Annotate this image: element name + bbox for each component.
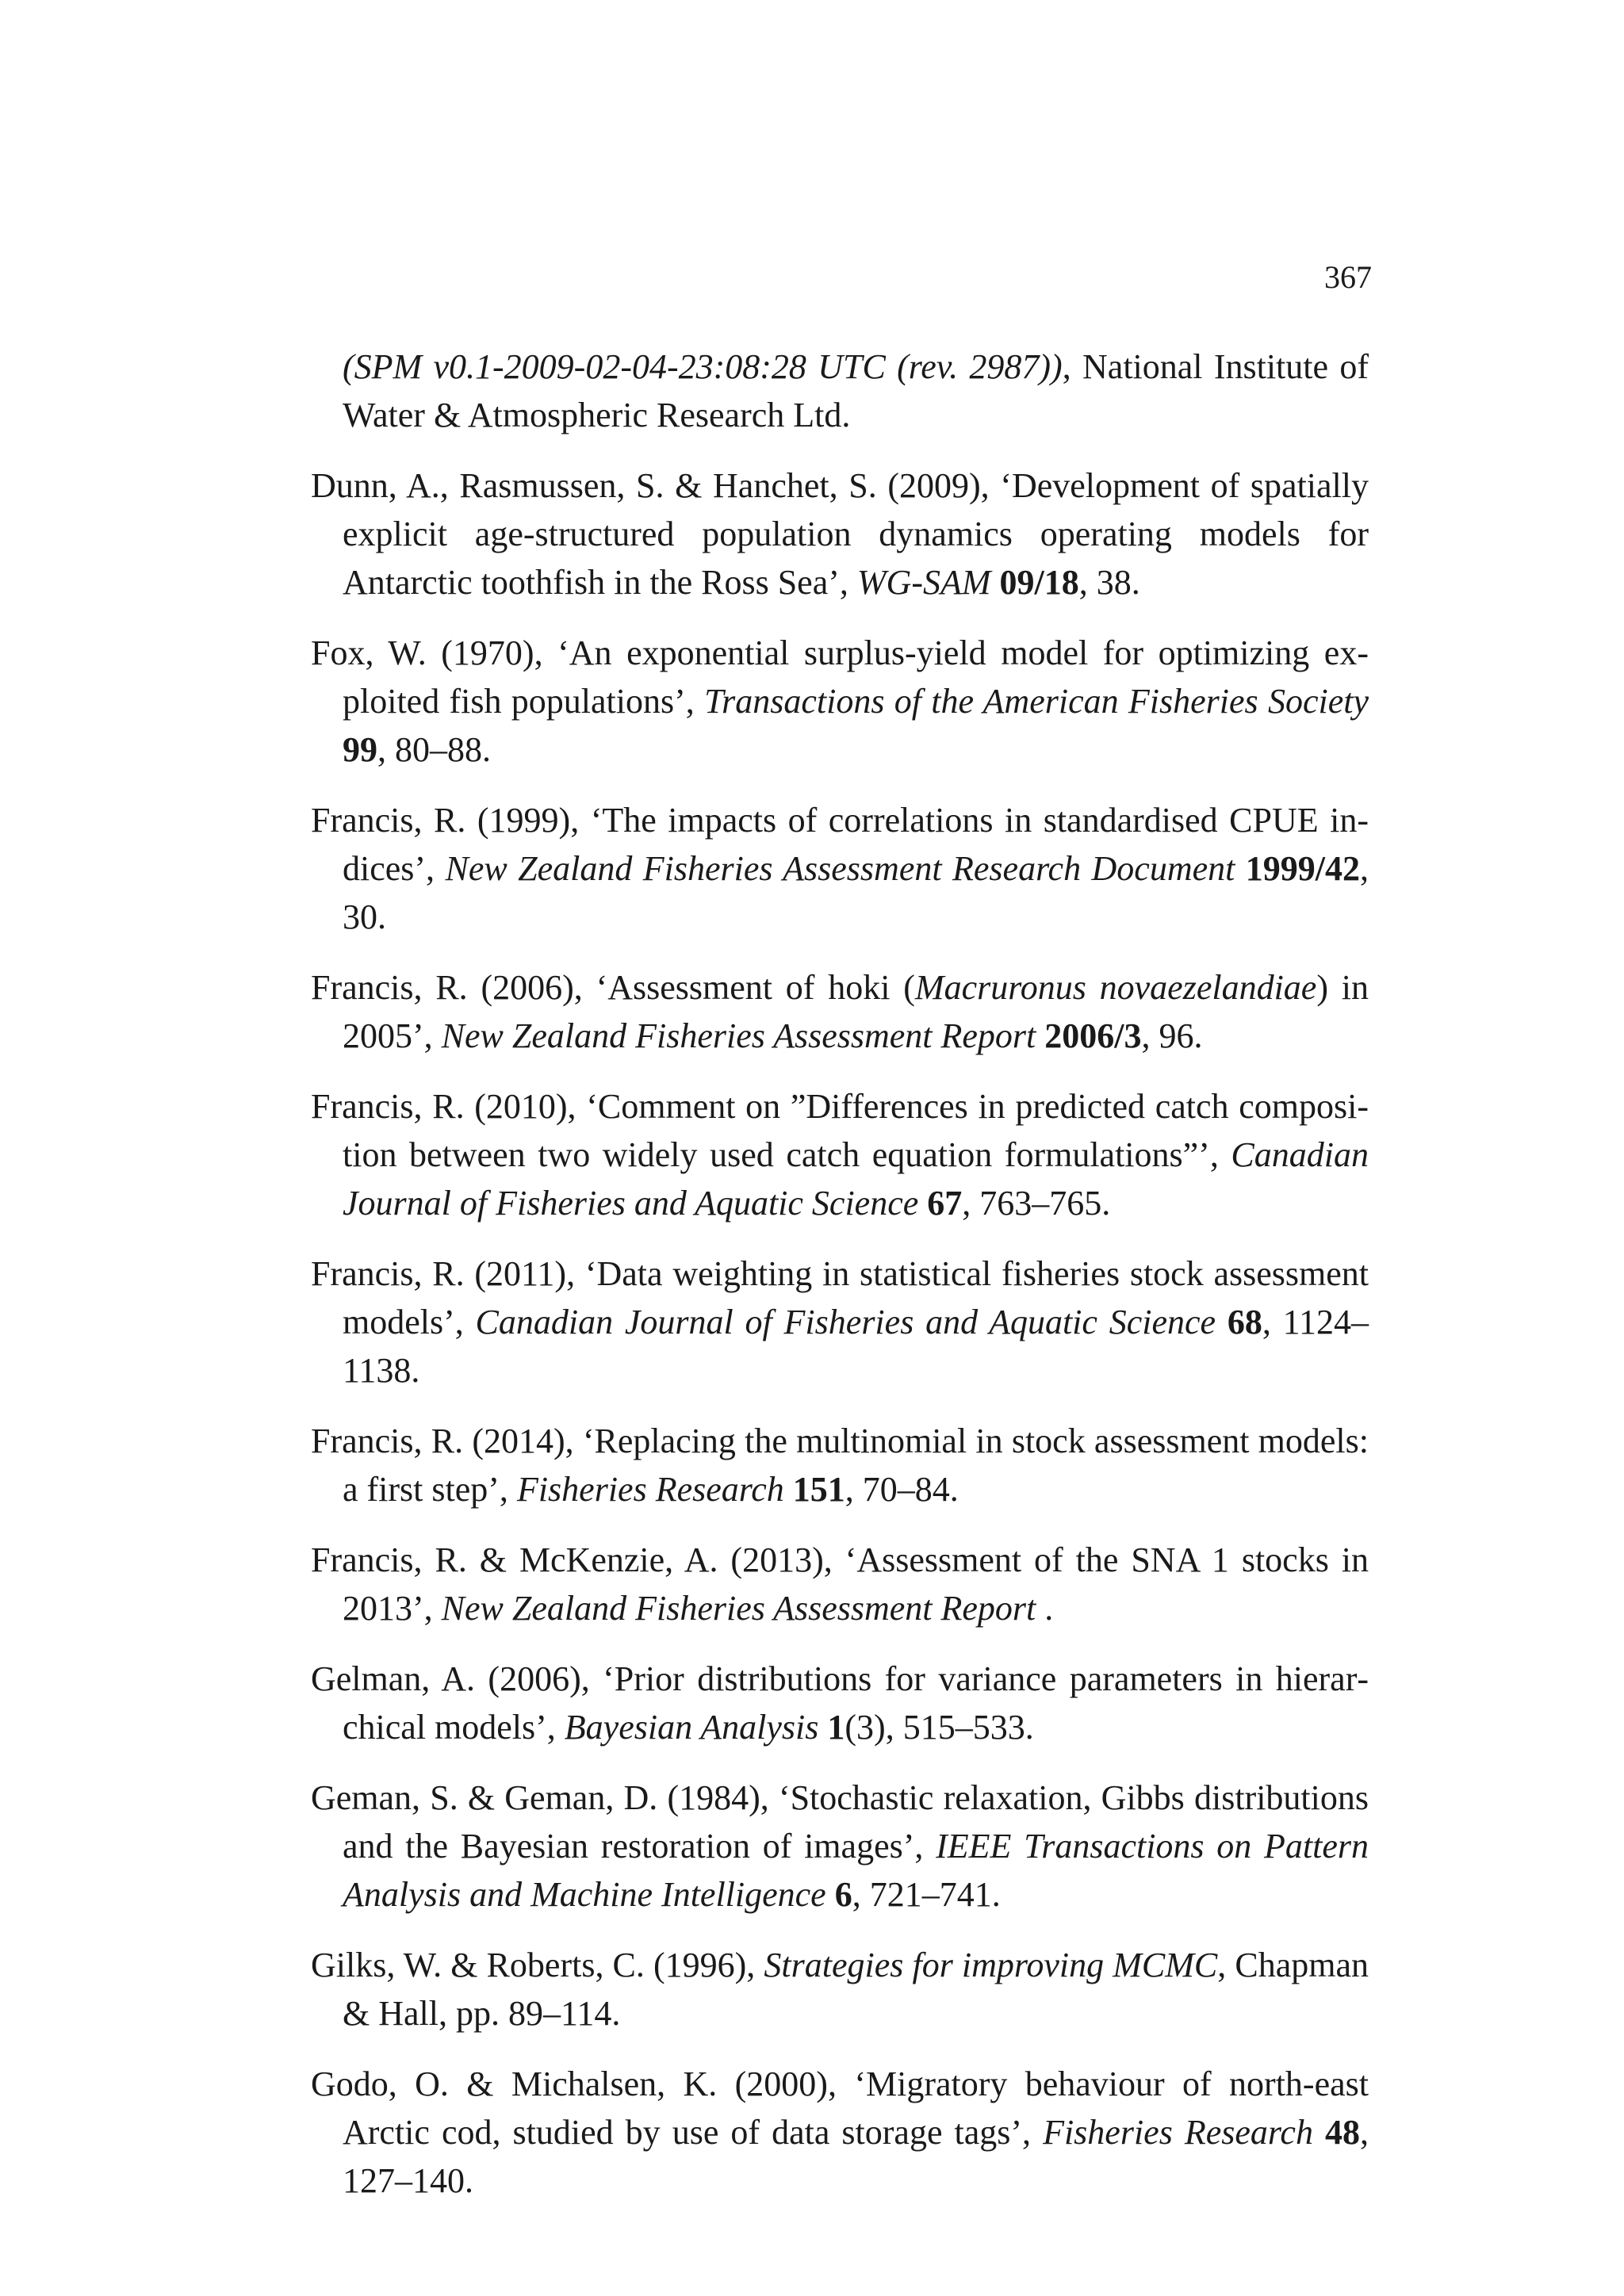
reference-text	[784, 1470, 793, 1509]
reference-text: , 127–140.	[343, 2113, 1369, 2200]
reference-italic-text: New Zealand Fisheries Assessment Report	[441, 1589, 1036, 1628]
reference-text: Gilks, W. & Roberts, C. (1996),	[311, 1946, 764, 1984]
reference-entry	[311, 1774, 1369, 1919]
reference-italic-text: Canadian Journal of Fisheries and Aquatic Science	[475, 1303, 1216, 1341]
reference-text: Dunn, A., Rasmussen, S. & Hanchet, S. (2009), ‘Development of spatially explicit age-structured population dynamics operating models for Antarctic toothfish in the Ross Sea’,	[311, 466, 1369, 602]
reference-entry	[311, 963, 1369, 1060]
reference-italic-text: Bayesian Analysis	[564, 1708, 819, 1747]
reference-text: (3), 515–533.	[845, 1708, 1034, 1747]
reference-text	[1313, 2113, 1325, 2152]
reference-entry	[311, 1536, 1369, 1632]
reference-italic-text: Macruronus novaezelandiae	[914, 968, 1317, 1007]
reference-entry	[311, 629, 1369, 774]
reference-volume: 151	[792, 1470, 845, 1509]
reference-text	[826, 1875, 835, 1914]
page-number: 367	[1324, 259, 1372, 295]
reference-italic-text: Transactions of the American Fisheries Society	[704, 682, 1369, 721]
reference-text	[1235, 849, 1245, 888]
reference-italic-text: Fisheries Research	[1043, 2113, 1313, 2152]
reference-volume: 09/18	[999, 563, 1079, 602]
reference-italic-text: (SPM v0.1-2009-02-04-23:08:28 UTC (rev. 2987))	[343, 347, 1063, 386]
reference-text: Francis, R. (2011), ‘Data weighting in statistical fisheries stock assessment models’,	[311, 1254, 1369, 1341]
reference-text	[1036, 1016, 1044, 1055]
reference-list	[311, 342, 1369, 2227]
reference-text	[1216, 1303, 1228, 1341]
reference-volume: 48	[1325, 2113, 1360, 2152]
reference-volume: 2006/3	[1044, 1016, 1142, 1055]
reference-text: , 38.	[1078, 563, 1140, 602]
reference-text: Gelman, A. (2006), ‘Prior distributions for variance parameters in hierarchical models’,	[311, 1659, 1369, 1747]
reference-italic-text: Canadian Journal of Fisheries and Aquatic Science	[343, 1135, 1369, 1223]
reference-entry	[311, 1249, 1369, 1395]
reference-text: Francis, R. (2010), ‘Comment on ”Differences in predicted catch composition between two widely used catch equation formulations”’,	[311, 1087, 1369, 1174]
reference-italic-text: Strategies for improving MCMC	[764, 1946, 1218, 1984]
reference-entry	[311, 342, 1369, 439]
reference-text: , 1124–1138.	[343, 1303, 1369, 1390]
reference-volume: 68	[1227, 1303, 1262, 1341]
reference-entry	[311, 1417, 1369, 1513]
reference-text: Fox, W. (1970), ‘An exponential surplus-yield model for optimizing exploited fish populations’,	[311, 633, 1369, 721]
reference-volume: 99	[343, 730, 377, 769]
reference-entry	[311, 461, 1369, 607]
reference-text: Godo, O. & Michalsen, K. (2000), ‘Migratory behaviour of north-east Arctic cod, studied by use of data storage tags’,	[311, 2064, 1369, 2152]
reference-text: , 721–741.	[852, 1875, 1001, 1914]
reference-text	[991, 563, 1000, 602]
reference-text: .	[1036, 1589, 1054, 1628]
reference-entry	[311, 2060, 1369, 2205]
reference-italic-text: New Zealand Fisheries Assessment Research Document	[445, 849, 1235, 888]
reference-text: , 763–765.	[962, 1184, 1111, 1223]
reference-entry	[311, 796, 1369, 941]
reference-italic-text: IEEE Transactions on Pattern Analysis and Machine Intelligence	[343, 1827, 1369, 1914]
reference-volume: 1999/42	[1245, 849, 1360, 888]
reference-italic-text: WG-SAM	[856, 563, 991, 602]
reference-text: ) in 2005’,	[343, 968, 1369, 1055]
reference-volume: 1	[827, 1708, 845, 1747]
reference-text: , 70–84.	[845, 1470, 959, 1509]
reference-italic-text: New Zealand Fisheries Assessment Report	[441, 1016, 1036, 1055]
reference-text: Francis, R. (1999), ‘The impacts of correlations in standardised CPUE indices’,	[311, 801, 1369, 888]
reference-text: Francis, R. (2006), ‘Assessment of hoki (	[311, 968, 915, 1007]
reference-text: , 30.	[343, 849, 1369, 936]
reference-text: , 80–88.	[377, 730, 491, 769]
reference-volume: 6	[834, 1875, 852, 1914]
reference-text: Geman, S. & Geman, D. (1984), ‘Stochastic relaxation, Gibbs distributions and the Bayesian restoration of images’,	[311, 1778, 1369, 1866]
reference-text: , Chapman & Hall, pp. 89–114.	[343, 1946, 1369, 2033]
reference-volume: 67	[927, 1184, 963, 1223]
reference-text	[918, 1184, 927, 1223]
reference-italic-text: Fisheries Research	[516, 1470, 784, 1509]
reference-entry	[311, 1941, 1369, 2038]
reference-entry	[311, 1082, 1369, 1227]
reference-text: Francis, R. & McKenzie, A. (2013), ‘Assessment of the SNA 1 stocks in 2013’,	[311, 1540, 1369, 1628]
reference-text: , 96.	[1141, 1016, 1203, 1055]
reference-text	[818, 1708, 827, 1747]
reference-entry	[311, 1655, 1369, 1751]
reference-text: Francis, R. (2014), ‘Replacing the multinomial in stock assessment models: a first step’,	[311, 1422, 1369, 1509]
reference-text: , National Institute of Water & Atmospheric Research Ltd.	[343, 347, 1369, 434]
